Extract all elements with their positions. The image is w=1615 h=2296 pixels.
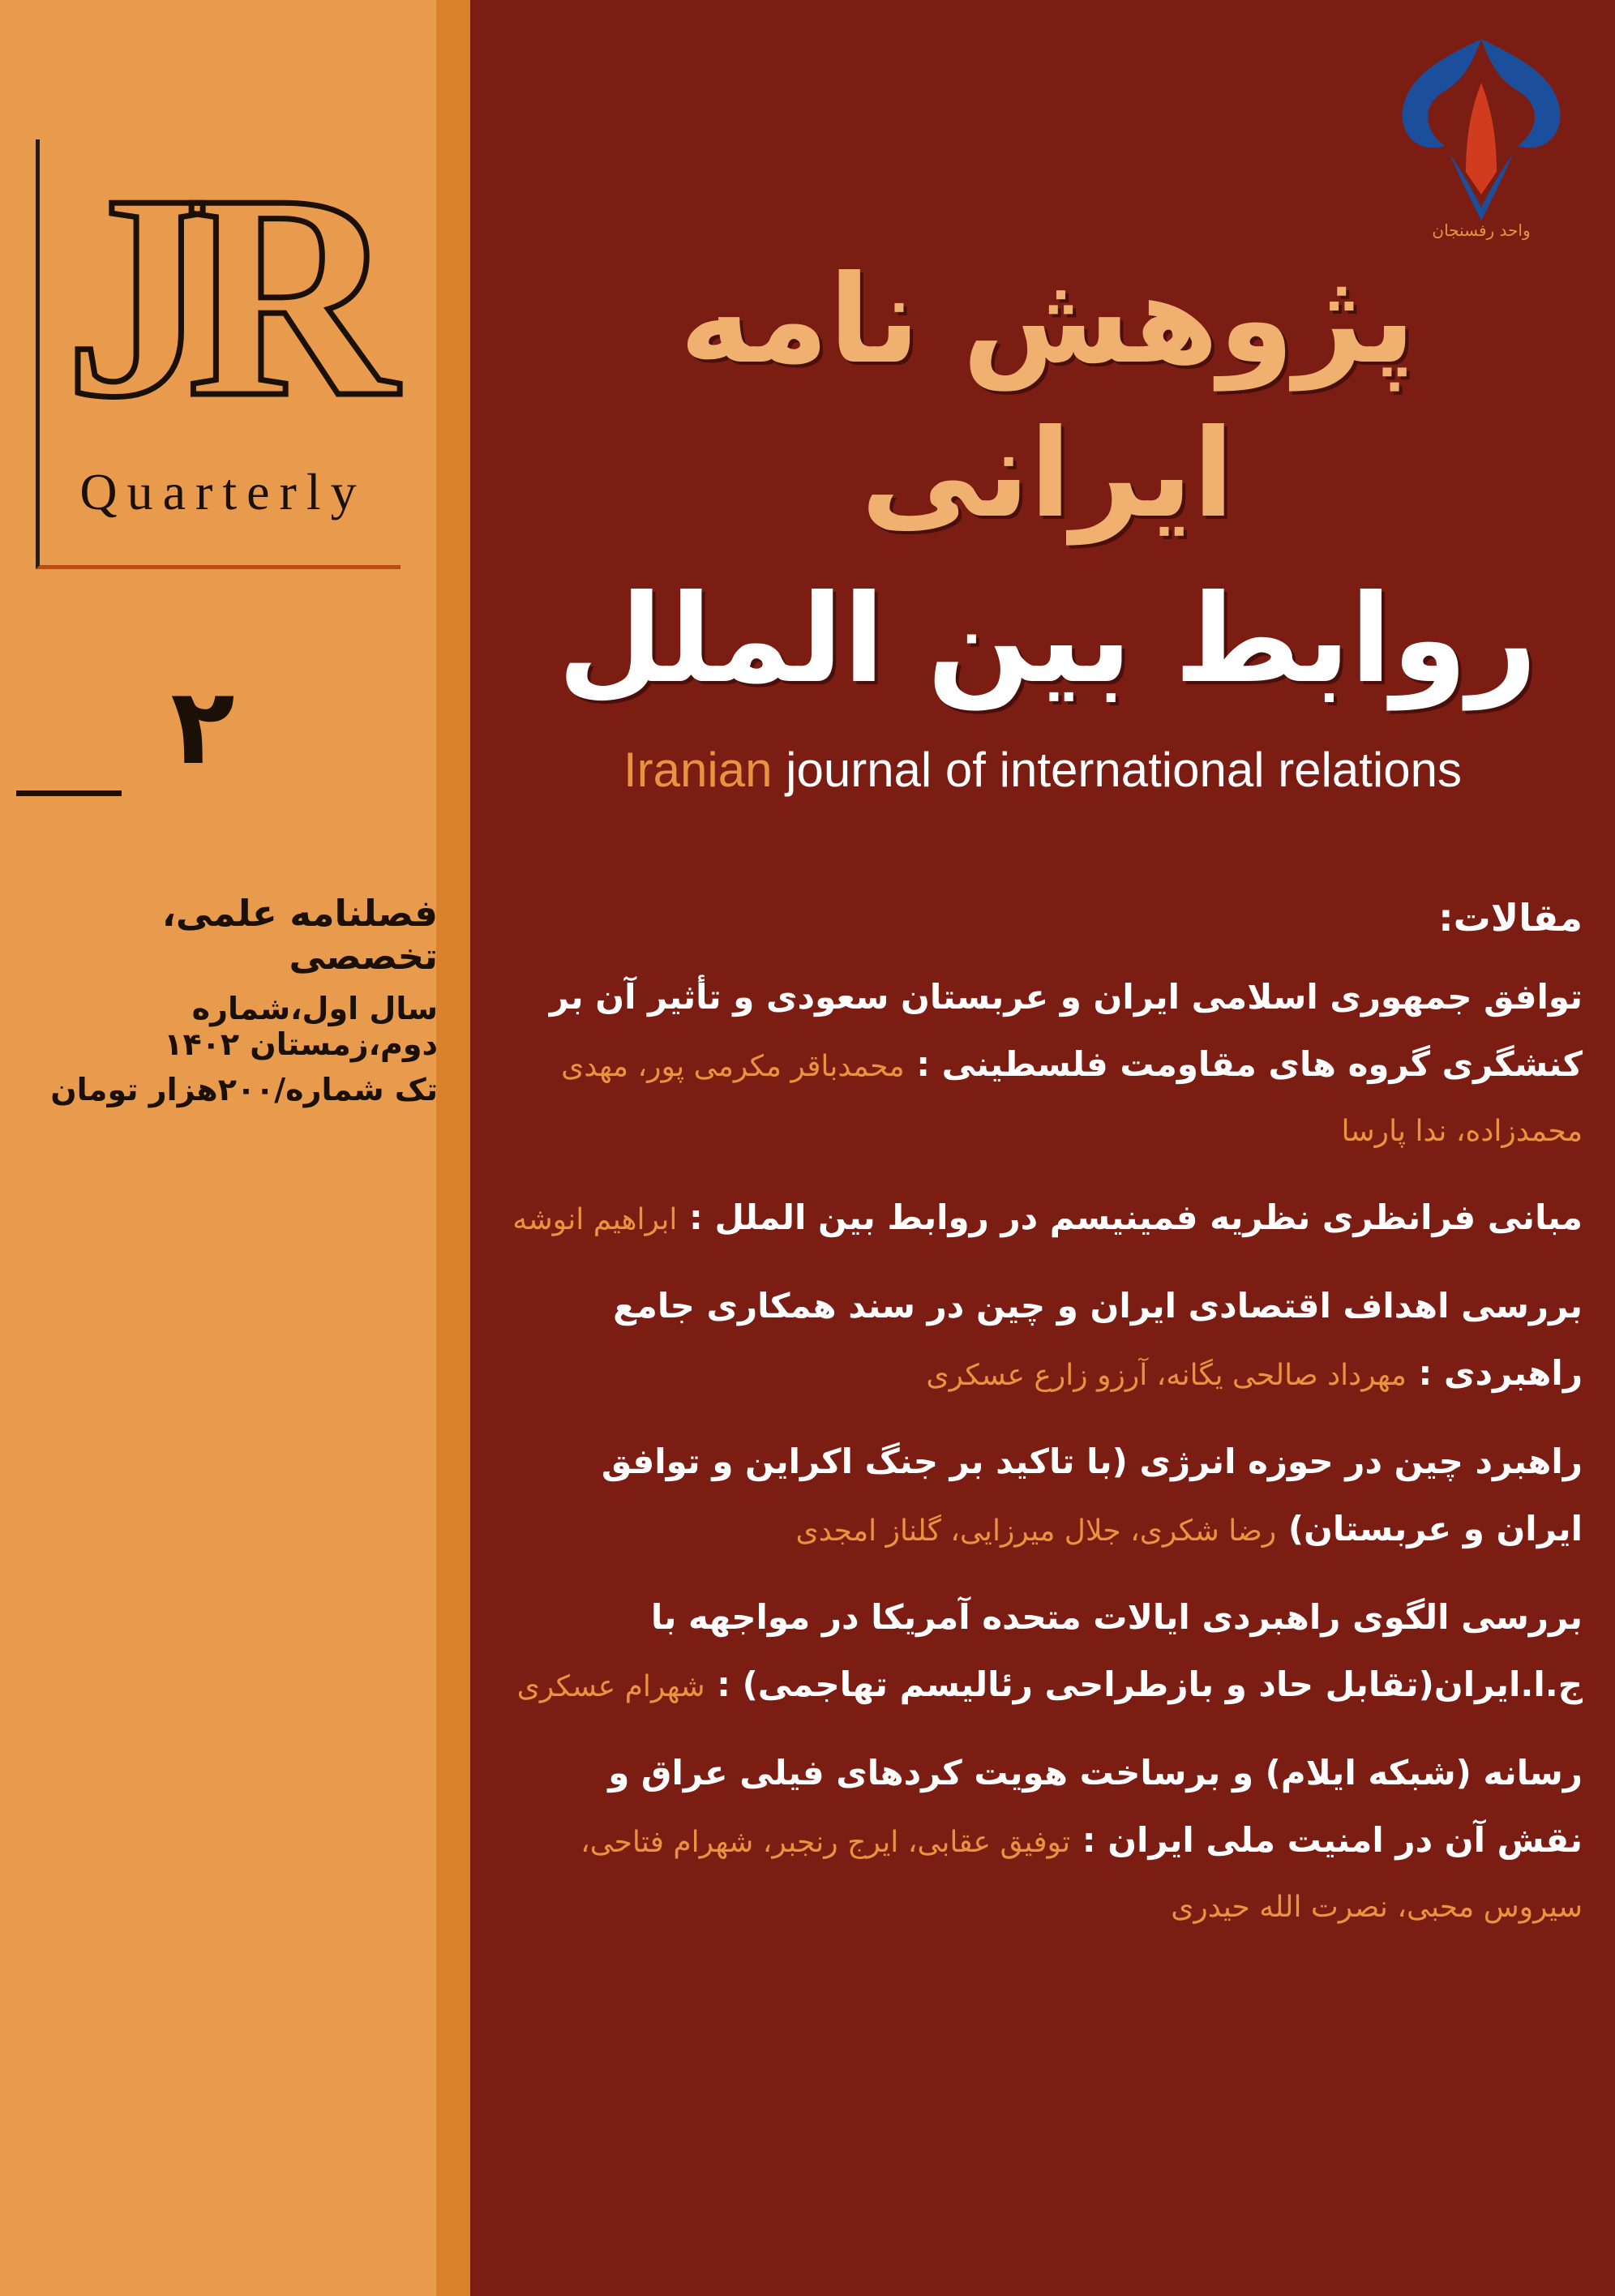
journal-logo-caption: Quarterly	[79, 463, 366, 520]
list-item	[512, 1743, 1583, 1943]
article-title: توافق جمهوری اسلامی ایران و عربستان سعودی و تأثیر آن بر کنشگری گروه های مقاومت فلسطینی :	[549, 977, 1583, 1084]
contents-heading: مقالات:	[1438, 896, 1583, 940]
issue-number: ۲	[170, 665, 235, 788]
list-item	[512, 1188, 1583, 1255]
article-authors: توفیق عقابی، ایرج رنجبر، شهرام فتاحی، سیروس محبی، نصرت الله حیدری	[580, 1826, 1583, 1924]
article-authors: رضا شکری، جلال میرزایی، گلناز امجدی	[795, 1514, 1277, 1548]
article-authors: ابراهیم انوشه	[512, 1203, 678, 1236]
list-item	[512, 1587, 1583, 1722]
list-item	[512, 1276, 1583, 1411]
article-authors: مهرداد صالحی یگانه، آرزو زارع عسکری	[926, 1359, 1407, 1392]
cover-main-panel	[470, 0, 1615, 2296]
issue-rule-divider	[16, 790, 122, 796]
article-title: رسانه (شبکه ایلام) و برساخت هویت کردهای فیلی عراق و نقش آن در امنیت ملی ایران :	[608, 1753, 1583, 1860]
article-title: مبانی فرانظری نظریه فمینیسم در روابط بین الملل :	[677, 1197, 1583, 1237]
issue-metadata	[32, 892, 438, 1107]
journal-title-fa	[537, 243, 1558, 717]
journal-logo-text: JR	[65, 134, 373, 457]
contents-list	[512, 896, 1583, 1964]
sidebar-edge-strip	[436, 0, 470, 2296]
issue-date-label: سال اول،شماره دوم،زمستان ۱۴۰۲	[164, 991, 438, 1062]
journal-logo	[41, 134, 397, 457]
journal-title-en-highlight: Iranian	[623, 743, 773, 797]
article-authors: شهرام عسکری	[516, 1670, 705, 1703]
article-title: راهبرد چین در حوزه انرژی (با تاکید بر جنگ اکراین و توافق ایران و عربستان)	[601, 1441, 1583, 1549]
journal-title-fa-line2: روابط بین الملل	[557, 569, 1538, 710]
azad-university-logo-icon	[1396, 32, 1566, 227]
journal-type-label: فصلنامه علمی، تخصصی	[161, 892, 438, 978]
journal-title-fa-line1: پژوهش نامه ایرانی	[679, 250, 1416, 545]
journal-title-en	[470, 742, 1615, 798]
article-title: بررسی اهداف اقتصادی ایران و چین در سند همکاری جامع راهبردی :	[613, 1286, 1583, 1393]
university-caption: واحد رفسنجان	[1432, 221, 1531, 240]
issue-price-label: تک شماره/۲۰۰هزار تومان	[50, 1072, 438, 1107]
journal-title-en-rest: journal of international relations	[772, 743, 1462, 797]
cover-sidebar	[0, 0, 470, 2296]
list-item	[512, 967, 1583, 1167]
article-authors: محمدباقر مکرمی پور، مهدی محمدزاده، ندا پارسا	[561, 1050, 1583, 1148]
list-item	[512, 1432, 1583, 1566]
article-title: بررسی الگوی راهبردی ایالات متحده آمریکا در مواجهه با ج.ا.ایران(تقابل حاد و بازطراحی رئالیسم تهاجمی) :	[650, 1597, 1583, 1704]
